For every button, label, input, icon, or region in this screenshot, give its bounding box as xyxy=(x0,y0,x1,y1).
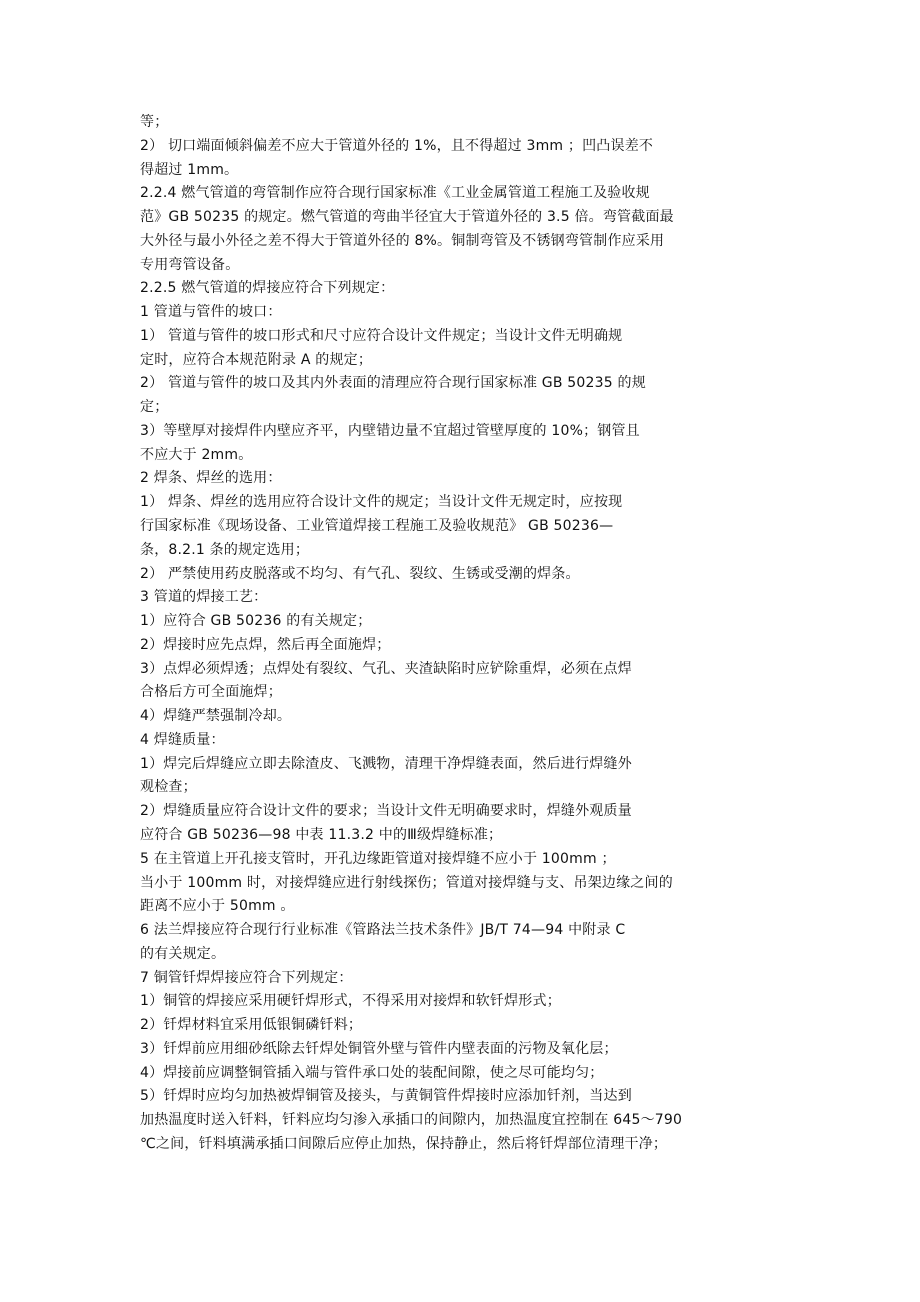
text-line: 1）应符合 GB 50236 的有关规定； xyxy=(140,613,372,630)
text-line: 加热温度时送入钎料，钎料应均匀渗入承插口的间隙内，加热温度宜控制在 645～790 xyxy=(140,1112,683,1129)
text-line: 定； xyxy=(140,399,169,416)
text-line: 3）点焊必须焊透；点焊处有裂纹、气孔、夹渣缺陷时应铲除重焊，必须在点焊 xyxy=(140,660,632,677)
text-line: 专用弯管设备。 xyxy=(140,256,240,273)
text-line: 4）焊缝严禁强制冷却。 xyxy=(140,708,292,725)
text-line: 2） 严禁使用药皮脱落或不均匀、有气孔、裂纹、生锈或受潮的焊条。 xyxy=(140,565,580,582)
text-line: 定时，应符合本规范附录 A 的规定； xyxy=(140,351,373,368)
text-line: 应符合 GB 50236—98 中表 11.3.2 中的Ⅲ级焊缝标准； xyxy=(140,826,503,843)
text-line: 1 管道与管件的坡口： xyxy=(140,304,282,321)
text-line: 距离不应小于 50mm 。 xyxy=(140,898,295,915)
text-line: 3）等壁厚对接焊件内壁应齐平，内壁错边量不宜超过管壁厚度的 10%；钢管且 xyxy=(140,422,640,439)
text-line: 2 焊条、焊丝的选用： xyxy=(140,470,282,487)
text-line: 1） 管道与管件的坡口形式和尺寸应符合设计文件规定；当设计文件无明确规 xyxy=(140,327,623,344)
text-line: 观检查； xyxy=(140,779,197,796)
text-line: 2.2.4 燃气管道的弯管制作应符合现行国家标准《工业金属管道工程施工及验收规 xyxy=(140,185,650,202)
text-line: 5）钎焊时应均匀加热被焊铜管及接头，与黄铜管件焊接时应添加钎剂，当达到 xyxy=(140,1088,632,1105)
text-line: 当小于 100mm 时，对接焊缝应进行射线探伤；管道对接焊缝与支、吊架边缘之间的 xyxy=(140,874,673,891)
text-line: 6 法兰焊接应符合现行行业标准《管路法兰技术条件》JB/T 74—94 中附录 C xyxy=(140,922,626,939)
text-line: 2） 切口端面倾斜偏差不应大于管道外径的 1%，且不得超过 3mm ；凹凸误差不 xyxy=(140,137,654,154)
text-line: 范》GB 50235 的规定。燃气管道的弯曲半径宜大于管道外径的 3.5 倍。弯管截面最 xyxy=(140,209,674,226)
text-line: 4）焊接前应调整铜管插入端与管件承口处的装配间隙，使之尽可能均匀； xyxy=(140,1064,604,1081)
text-line: 合格后方可全面施焊； xyxy=(140,684,282,701)
text-line: 4 焊缝质量： xyxy=(140,731,225,748)
text-line: 条，8.2.1 条的规定选用； xyxy=(140,541,310,558)
text-line: 7 铜管钎焊焊接应符合下列规定： xyxy=(140,969,353,986)
text-line: ℃之间，钎料填满承插口间隙后应停止加热，保持静止，然后将钎焊部位清理干净； xyxy=(140,1135,668,1152)
text-line: 2）焊接时应先点焊，然后再全面施焊； xyxy=(140,636,391,653)
text-line: 得超过 1mm。 xyxy=(140,161,239,178)
text-line: 不应大于 2mm。 xyxy=(140,446,253,463)
text-line: 5 在主管道上开孔接支管时，开孔边缘距管道对接焊缝不应小于 100mm ； xyxy=(140,850,616,867)
text-line: 2）钎焊材料宜采用低银铜磷钎料； xyxy=(140,1017,363,1034)
text-line: 2） 管道与管件的坡口及其内外表面的清理应符合现行国家标准 GB 50235 的规 xyxy=(140,375,646,392)
text-line: 大外径与最小外径之差不得大于管道外径的 8%。铜制弯管及不锈钢弯管制作应采用 xyxy=(140,232,665,249)
text-line: 3）钎焊前应用细砂纸除去钎焊处铜管外壁与管件内壁表面的污物及氧化层； xyxy=(140,1040,618,1057)
text-line: 2.2.5 燃气管道的焊接应符合下列规定： xyxy=(140,280,395,297)
text-line: 1）焊完后焊缝应立即去除渣皮、飞溅物，清理干净焊缝表面，然后进行焊缝外 xyxy=(140,755,632,772)
text-line: 等； xyxy=(140,114,169,130)
text-line: 2）焊缝质量应符合设计文件的要求；当设计文件无明确要求时，焊缝外观质量 xyxy=(140,803,632,820)
text-line: 1）铜管的焊接应采用硬钎焊形式，不得采用对接焊和软钎焊形式； xyxy=(140,993,561,1010)
text-line: 的有关规定。 xyxy=(140,945,226,962)
text-line: 3 管道的焊接工艺： xyxy=(140,589,268,606)
document-body xyxy=(140,111,780,1157)
text-line: 行国家标准《现场设备、工业管道焊接工程施工及验收规范》 GB 50236— xyxy=(140,518,614,535)
text-line: 1） 焊条、焊丝的选用应符合设计文件的规定；当设计文件无规定时，应按现 xyxy=(140,494,623,511)
